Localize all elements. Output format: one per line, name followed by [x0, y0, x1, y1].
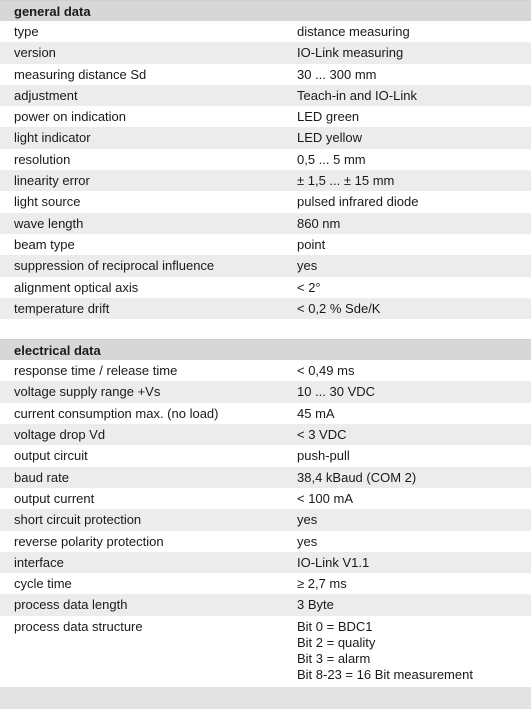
table-row: [0, 21, 531, 42]
table-row: [0, 445, 531, 466]
row-label: baud rate: [14, 469, 69, 485]
table-row: [0, 234, 531, 255]
row-label: resolution: [14, 151, 71, 167]
row-value: Teach-in and IO-Link: [297, 87, 417, 103]
row-value: ≥ 2,7 ms: [297, 576, 347, 592]
table-row: [0, 381, 531, 402]
table-row: [0, 255, 531, 276]
row-value: IO-Link V1.1: [297, 554, 370, 570]
table-row: [0, 531, 531, 552]
row-value: yes: [297, 258, 318, 274]
row-label: wave length: [14, 215, 84, 231]
row-label: linearity error: [14, 173, 90, 189]
row-value: IO-Link measuring: [297, 45, 404, 61]
row-label: output current: [14, 490, 95, 506]
row-label: adjustment: [14, 87, 78, 103]
row-value: < 100 mA: [297, 490, 354, 506]
row-label: response time / release time: [14, 363, 178, 379]
table-row: [0, 403, 531, 424]
row-value: pulsed infrared diode: [297, 194, 419, 210]
table-row: [0, 424, 531, 445]
row-value: 3 Byte: [297, 597, 334, 613]
row-label: output circuit: [14, 448, 88, 464]
row-label: voltage supply range +Vs: [14, 384, 161, 400]
row-value: < 0,2 % Sde/K: [297, 300, 381, 316]
row-label: interface: [14, 554, 64, 570]
row-label: current consumption max. (no load): [14, 405, 219, 421]
row-label: cycle time: [14, 576, 72, 592]
row-value: < 3 VDC: [297, 427, 347, 443]
row-label: measuring distance Sd: [14, 66, 147, 82]
table-row: [0, 298, 531, 319]
table-row: [0, 191, 531, 212]
table-row: [0, 213, 531, 234]
row-label: version: [14, 45, 56, 61]
row-value: point: [297, 236, 326, 252]
general-data-table: [0, 21, 531, 319]
row-value: 0,5 ... 5 mm: [297, 151, 366, 167]
row-value: 30 ... 300 mm: [297, 66, 377, 82]
row-value: push-pull: [297, 448, 350, 464]
row-value: LED green: [297, 109, 360, 125]
structure-line: Bit 0 = BDC1: [297, 618, 373, 634]
table-row: [0, 360, 531, 381]
row-value: LED yellow: [297, 130, 363, 146]
row-value: distance measuring: [297, 24, 410, 39]
structure-line: Bit 8-23 = 16 Bit measurement: [297, 666, 473, 682]
table-footer-band: [0, 687, 531, 709]
row-value: [283, 619, 473, 683]
row-label: voltage drop Vd: [14, 427, 106, 443]
table-row: [0, 277, 531, 298]
row-value: 860 nm: [297, 215, 341, 231]
table-row: [0, 573, 531, 594]
row-value: < 2°: [297, 279, 321, 295]
row-label: process data structure: [14, 618, 143, 634]
row-label: type: [14, 24, 39, 39]
table-row: [0, 85, 531, 106]
structure-line: Bit 2 = quality: [297, 634, 376, 650]
table-row: [0, 552, 531, 573]
row-value: 38,4 kBaud (COM 2): [297, 469, 417, 485]
table-row-process-data-structure: [0, 616, 531, 687]
row-value: yes: [297, 533, 318, 549]
row-value: yes: [297, 512, 318, 528]
row-label: alignment optical axis: [14, 279, 139, 295]
row-label: light source: [14, 194, 81, 210]
general-data-header: general data: [0, 0, 531, 21]
row-label: reverse polarity protection: [14, 533, 164, 549]
section-spacer: [0, 319, 531, 339]
row-label: temperature drift: [14, 300, 110, 316]
row-label: light indicator: [14, 130, 91, 146]
electrical-data-header: electrical data: [0, 339, 531, 360]
row-value: ± 1,5 ... ± 15 mm: [297, 173, 395, 189]
row-value: 10 ... 30 VDC: [297, 384, 376, 400]
table-row: [0, 170, 531, 191]
row-label: process data length: [14, 597, 128, 613]
row-label: power on indication: [14, 109, 127, 125]
table-row: [0, 594, 531, 615]
table-row: [0, 509, 531, 530]
row-value: < 0,49 ms: [297, 363, 355, 379]
table-row: [0, 106, 531, 127]
row-value: 45 mA: [297, 405, 335, 421]
row-label: suppression of reciprocal influence: [14, 258, 215, 274]
table-row: [0, 127, 531, 148]
table-row: [0, 467, 531, 488]
electrical-data-table: [0, 360, 531, 616]
table-row: [0, 488, 531, 509]
row-label: beam type: [14, 236, 75, 252]
table-row: [0, 149, 531, 170]
structure-line: Bit 3 = alarm: [297, 650, 371, 666]
table-row: [0, 42, 531, 63]
table-row: [0, 64, 531, 85]
row-label: short circuit protection: [14, 512, 142, 528]
